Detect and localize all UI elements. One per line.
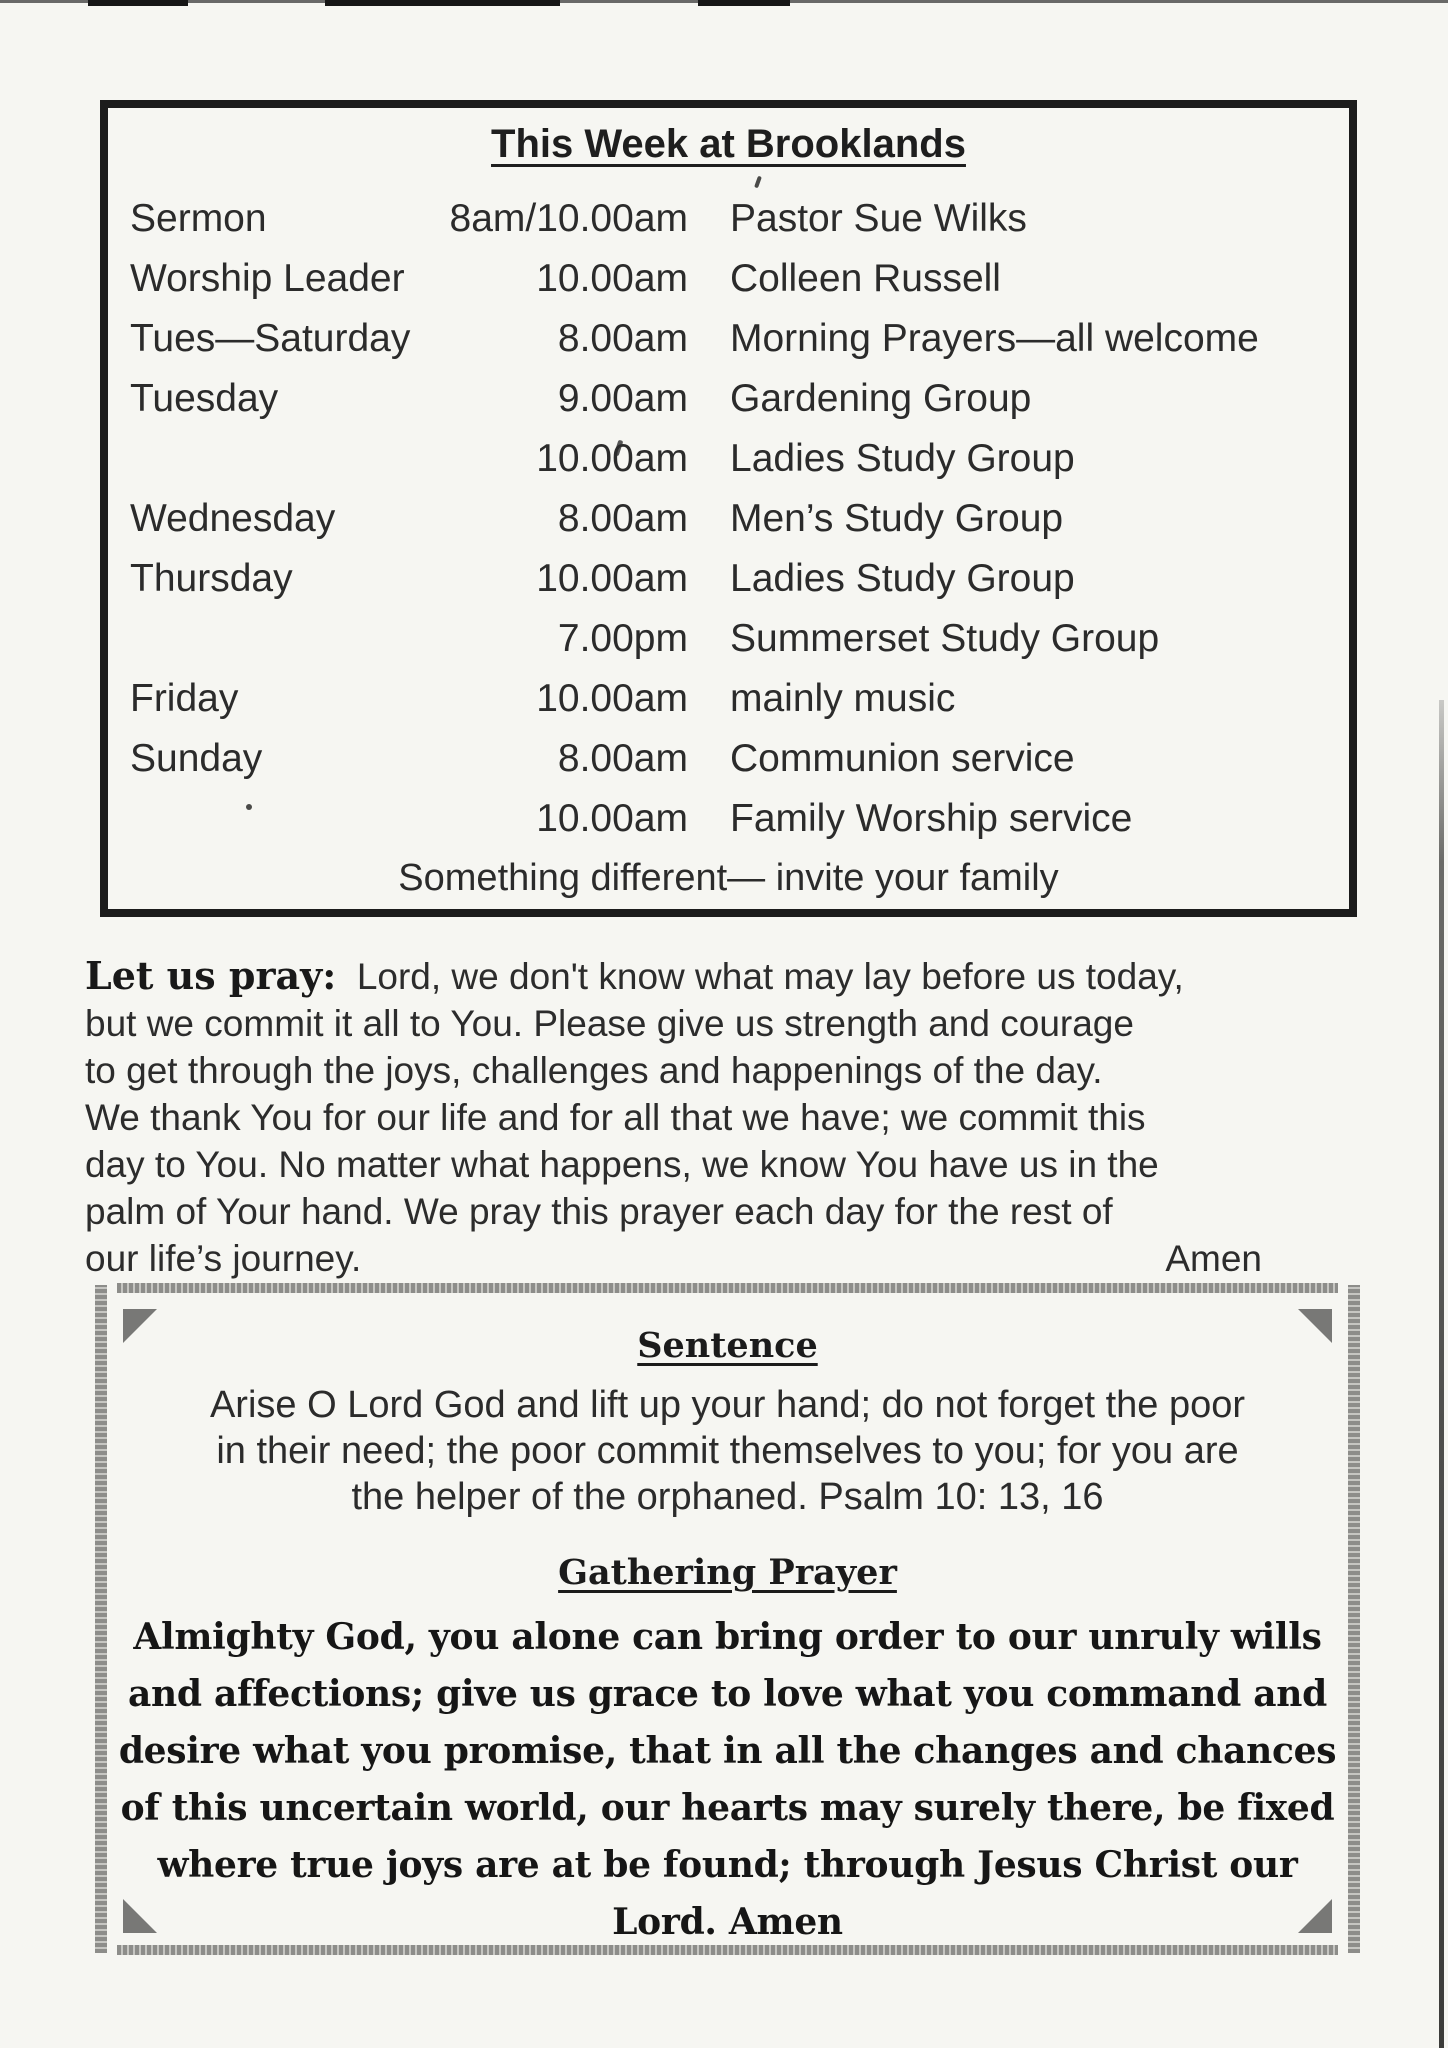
time-cell: 10.00am — [536, 437, 688, 480]
liturgy-content — [95, 1283, 1360, 1951]
scan-artifact-dash — [698, 0, 790, 6]
table-row — [108, 789, 1349, 849]
gathering-prayer-body — [95, 1609, 1360, 1951]
prayer-line: day to You. No matter what happens, we know You have us in the — [85, 1144, 1159, 1185]
table-row — [108, 729, 1349, 789]
sentence-line: in their need; the poor commit themselves to you; for you are — [216, 1430, 1239, 1472]
scan-artifact-dash — [88, 0, 188, 6]
table-row — [108, 609, 1349, 669]
event-cell: Pastor Sue Wilks — [730, 197, 1027, 240]
prayer-label: Let us pray: — [85, 953, 337, 998]
schedule-table — [108, 189, 1349, 849]
day-cell: Tuesday — [130, 377, 279, 420]
prayer-line: We thank You for our life and for all that we have; we commit this — [85, 1097, 1146, 1138]
prayer-line-text: Lord, we don't know what may lay before us today, — [356, 956, 1184, 997]
day-cell: Thursday — [130, 557, 293, 600]
table-row — [108, 429, 1349, 489]
time-cell: 10.00am — [536, 557, 688, 600]
day-cell: Wednesday — [130, 497, 336, 540]
gathering-line: and affections; give us grace to love what you command and — [127, 1673, 1327, 1715]
event-cell: Summerset Study Group — [730, 617, 1160, 660]
prayer-line: but we commit it all to You. Please give us strength and courage — [85, 1003, 1134, 1044]
time-cell: 9.00am — [557, 377, 688, 420]
gathering-line: desire what you promise, that in all the changes and chances — [118, 1730, 1337, 1772]
time-cell: 7.00pm — [557, 617, 688, 660]
table-row — [108, 309, 1349, 369]
time-cell: 10.00am — [536, 677, 688, 720]
table-row — [108, 189, 1349, 249]
event-cell: Morning Prayers—all welcome — [730, 317, 1259, 360]
day-cell: Sermon — [130, 197, 267, 240]
weekly-schedule-box — [100, 100, 1357, 917]
day-cell: Friday — [130, 677, 239, 720]
day-cell: Tues—Saturday — [130, 317, 411, 360]
table-row — [108, 549, 1349, 609]
day-cell: Worship Leader — [130, 257, 405, 300]
liturgy-box — [95, 1283, 1360, 1955]
event-cell: Family Worship service — [730, 797, 1133, 840]
event-cell: Ladies Study Group — [730, 557, 1075, 600]
sentence-body — [95, 1382, 1360, 1520]
gathering-line: Almighty God, you alone can bring order to our unruly wills — [133, 1616, 1322, 1658]
time-cell: 10.00am — [536, 797, 688, 840]
scan-artifact-right-edge — [1439, 700, 1444, 2048]
schedule-footer-note: Something different— invite your family — [398, 856, 1059, 899]
gathering-line: Lord. Amen — [612, 1901, 843, 1943]
gathering-line: of this uncertain world, our hearts may surely there, be fixed — [120, 1787, 1335, 1829]
prayer-line-text: our life’s journey. — [85, 1238, 362, 1279]
prayer-line — [85, 952, 1290, 1000]
prayer-line: palm of Your hand. We pray this prayer each day for the rest of — [85, 1191, 1113, 1232]
time-cell: 8.00am — [557, 317, 688, 360]
prayer-line: to get through the joys, challenges and happenings of the day. — [85, 1050, 1103, 1091]
table-row — [108, 669, 1349, 729]
prayer-amen: Amen — [1165, 1238, 1262, 1279]
event-cell: Gardening Group — [730, 377, 1032, 420]
event-cell: Colleen Russell — [730, 257, 1001, 300]
time-cell: 8.00am — [557, 737, 688, 780]
scan-artifact-dash — [325, 0, 560, 6]
time-cell: 8.00am — [557, 497, 688, 540]
time-cell: 8am/10.00am — [449, 197, 688, 240]
sentence-line: Arise O Lord God and lift up your hand; do not forget the poor — [209, 1384, 1246, 1426]
gathering-prayer-heading: Gathering Prayer — [558, 1552, 897, 1593]
day-cell: Sunday — [130, 737, 263, 780]
event-cell: Men’s Study Group — [730, 497, 1064, 540]
event-cell: mainly music — [730, 677, 956, 720]
sentence-heading: Sentence — [637, 1325, 818, 1366]
sentence-line: the helper of the orphaned. Psalm 10: 13, 16 — [351, 1476, 1104, 1518]
table-row — [108, 369, 1349, 429]
daily-prayer-paragraph — [85, 952, 1290, 1282]
prayer-last-line — [85, 1235, 1290, 1282]
schedule-title: This Week at Brooklands — [491, 122, 966, 166]
gathering-line: where true joys are at be found; through Jesus Christ our — [157, 1844, 1298, 1886]
time-cell: 10.00am — [536, 257, 688, 300]
event-cell: Communion service — [730, 737, 1075, 780]
table-row — [108, 489, 1349, 549]
event-cell: Ladies Study Group — [730, 437, 1075, 480]
table-row — [108, 249, 1349, 309]
